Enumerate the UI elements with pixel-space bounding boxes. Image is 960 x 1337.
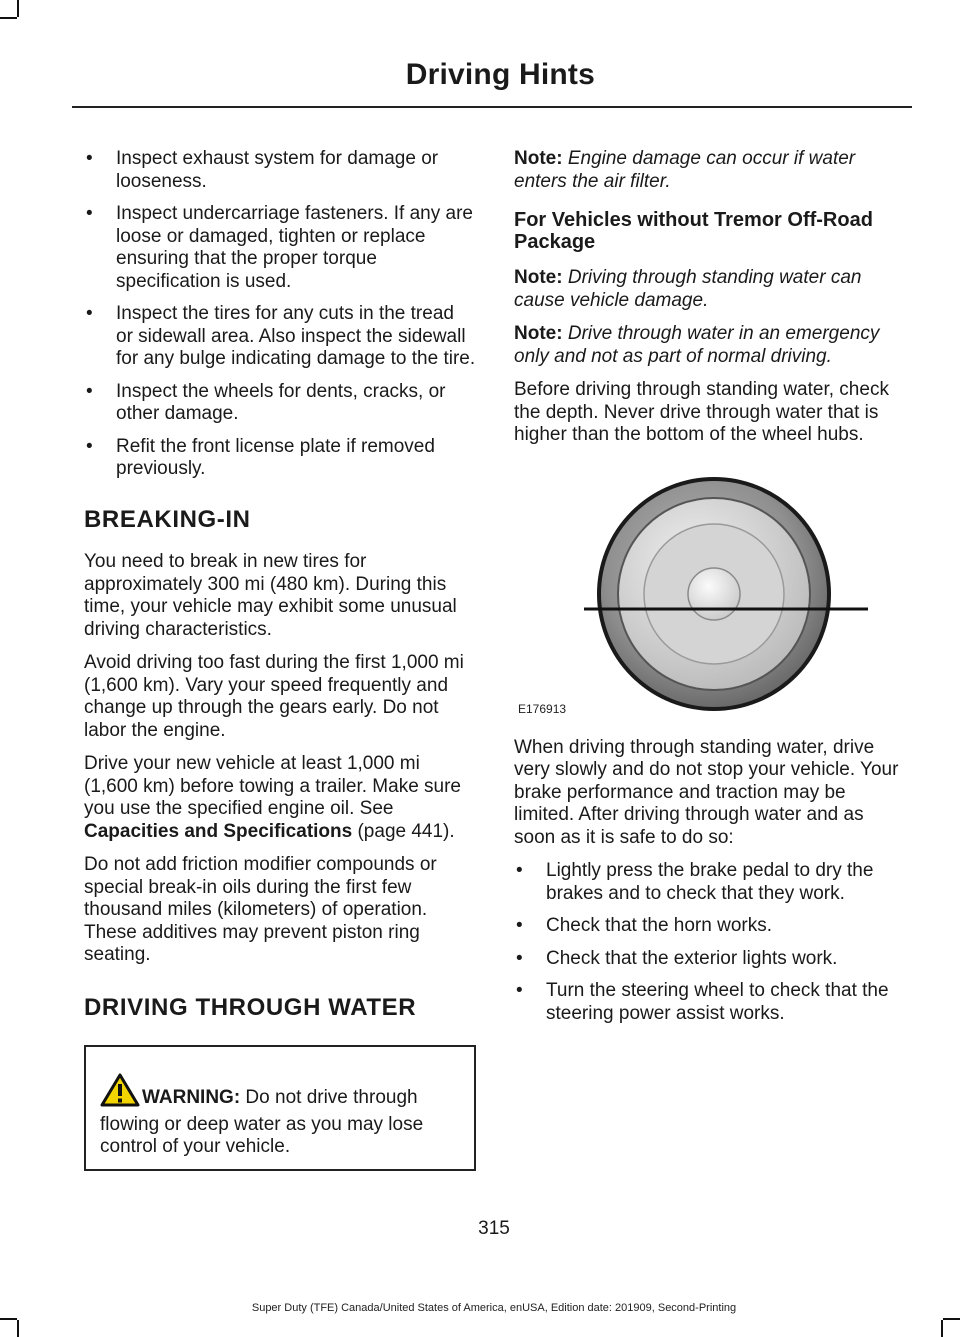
note-text: Drive through water in an emergency only and not as part of normal driving. — [514, 323, 880, 367]
list-item: • Refit the front license plate if removed previously. — [84, 436, 476, 481]
warning-label: WARNING: — [142, 1087, 241, 1108]
list-item: • Inspect the tires for any cuts in the tread or sidewall area. Also inspect the sidewall for any bulge indicating damage to the tire. — [84, 303, 476, 371]
wheel-hub-illustration — [514, 469, 908, 729]
header-divider — [72, 106, 912, 108]
list-item: • Inspect exhaust system for damage or looseness. — [84, 148, 476, 193]
note-vehicle-damage — [514, 267, 908, 312]
note-label: Note: — [514, 148, 563, 169]
paragraph: When driving through standing water, drive very slowly and do not stop your vehicle. Your brake performance and traction may be limited. After driving through water and as soon as it is safe to do so: — [514, 736, 899, 848]
left-column — [84, 148, 476, 1171]
paragraph: Before driving through standing water, check the depth. Never drive through water that is higher than the bottom of the wheel hubs. — [514, 379, 889, 445]
page-reference: (page 441). — [352, 820, 455, 842]
crop-mark-bottom-right — [941, 1320, 943, 1337]
paragraph: Do not add friction modifier compounds or special break-in oils during the first few thousand miles (kilometers) of operation. These additives may prevent piston ring seating. — [84, 854, 437, 965]
list-item: • Turn the steering wheel to check that the steering power assist works. — [514, 980, 908, 1025]
paragraph: You need to break in new tires for approximately 300 mi (480 km). During this time, your vehicle may exhibit some unusual driving characteristics. — [84, 551, 457, 640]
edition-footer: Super Duty (TFE) Canada/United States of America, enUSA, Edition date: 201909, Second-Printing — [251, 1302, 737, 1314]
note-emergency-only — [514, 323, 908, 368]
list-item: • Lightly press the brake pedal to dry the brakes and to check that they work. — [514, 860, 908, 905]
note-label: Note: — [514, 267, 563, 288]
crop-mark-bottom-right-h — [943, 1318, 960, 1320]
note-air-filter — [514, 148, 908, 193]
after-water-checklist — [514, 860, 908, 1025]
right-column — [514, 148, 908, 1041]
page-number: 315 — [478, 1218, 510, 1239]
warning-triangle-icon — [100, 1073, 140, 1114]
list-item: • Inspect undercarriage fasteners. If any are loose or damaged, tighten or replace ensuring that the proper torque specification is used. — [84, 203, 476, 293]
heading-breaking-in: BREAKING-IN — [84, 505, 251, 533]
cross-reference-link[interactable]: Capacities and Specifications — [84, 820, 353, 842]
warning-box — [84, 1045, 476, 1171]
list-item: • Inspect the wheels for dents, cracks, or other damage. — [84, 381, 476, 426]
note-text: Engine damage can occur if water enters the air filter. — [514, 148, 856, 192]
list-item: • Check that the horn works. — [514, 915, 908, 938]
paragraph: Avoid driving too fast during the first 1,000 mi (1,600 km). Vary your speed frequently and change up through the gears early. Do not labor the engine. — [84, 652, 464, 741]
warning-text: Do not drive through flowing or deep water as you may lose control of your vehicle. — [100, 1087, 424, 1157]
wheel-water-depth-figure — [514, 469, 908, 729]
crop-mark-bottom-left-h — [0, 1318, 17, 1320]
paragraph-towing — [84, 753, 476, 843]
heading-driving-through-water: DRIVING THROUGH WATER — [84, 993, 417, 1021]
crop-mark-bottom-left — [17, 1320, 19, 1337]
section-title: Driving Hints — [405, 58, 595, 91]
subheading-without-tremor: For Vehicles without Tremor Off-Road Package — [514, 209, 873, 253]
crop-mark-top-left-h — [0, 17, 17, 19]
figure-id: E176913 — [518, 702, 567, 716]
crop-mark-top-left — [17, 0, 19, 17]
list-item: • Check that the exterior lights work. — [514, 948, 908, 971]
inspection-list — [84, 148, 476, 481]
paragraph-text: Drive your new vehicle at least 1,000 mi (1,600 km) before towing a trailer. Make sure you use the specified engine oil. See — [84, 753, 462, 819]
note-text: Driving through standing water can cause vehicle damage. — [514, 267, 862, 311]
note-label: Note: — [514, 323, 563, 344]
